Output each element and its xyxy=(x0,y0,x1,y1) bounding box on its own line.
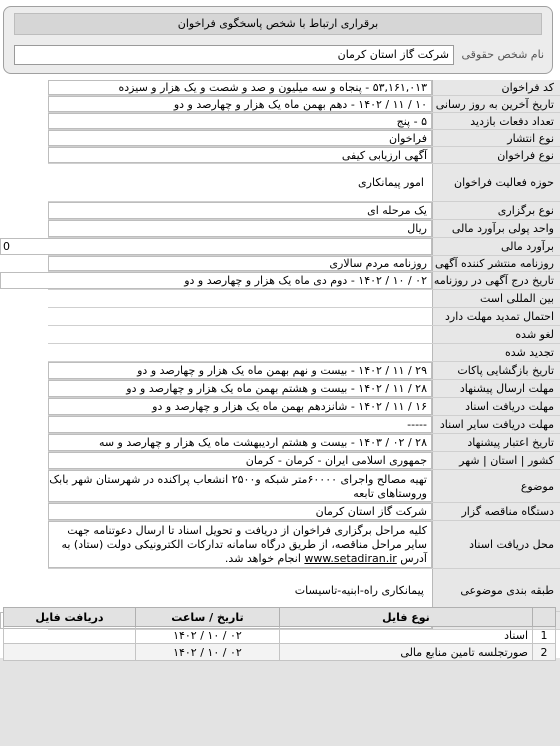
value-opening-date: ۲۹ / ۱۱ / ۱۴۰۲ - بیست و نهم بهمن ماه یک هزار و چهارصد و دو xyxy=(48,362,432,379)
row-tender-type xyxy=(48,147,560,164)
row-documents-deadline xyxy=(48,398,560,416)
label-subject: موضوع xyxy=(432,470,560,502)
label-last-update: تاریخ آخرین به روز رسانی xyxy=(432,96,560,112)
row-view-count xyxy=(48,113,560,130)
value-documents-location xyxy=(48,521,432,568)
row-holding-type xyxy=(48,202,560,220)
value-submission-deadline: ۲۸ / ۱۱ / ۱۴۰۲ - بیست و هشتم بهمن ماه یک هزار و چهارصد و دو xyxy=(48,380,432,397)
legal-person-field[interactable]: شرکت گاز استان کرمان xyxy=(14,45,454,65)
value-location: جمهوری اسلامی ایران - کرمان - کرمان xyxy=(48,452,432,469)
value-documents-deadline: ۱۶ / ۱۱ / ۱۴۰۲ - شانزدهم بهمن ماه یک هزار و چهارصد و دو xyxy=(48,398,432,415)
row-proposal-validity xyxy=(48,434,560,452)
file-type: صورتجلسه تامین منابع مالی xyxy=(279,644,532,661)
row-activity-field xyxy=(48,164,560,202)
label-other-documents-deadline: مهلت دریافت سایر اسناد xyxy=(432,416,560,433)
legal-person-label: نام شخص حقوقی xyxy=(461,48,544,61)
value-tender-code: ۵۳,۱۶۱,۰۱۳ - پنجاه و سه میلیون و صد و شصت و یک هزار و سیزده xyxy=(48,80,432,95)
value-view-count: ۵ - پنج xyxy=(48,113,432,129)
label-documents-deadline: مهلت دریافت اسناد xyxy=(432,398,560,415)
label-category: طبقه بندی موضوعی xyxy=(432,569,560,611)
label-newspaper: روزنامه منتشر کننده آگهی xyxy=(432,256,560,271)
row-opening-date xyxy=(48,362,560,380)
label-documents-location: محل دریافت اسناد xyxy=(432,521,560,568)
label-location: کشور | استان | شهر xyxy=(432,452,560,469)
label-holding-type: نوع برگزاری xyxy=(432,202,560,219)
value-tender-type: آگهی ارزیابی کیفی xyxy=(48,147,432,163)
label-organizer: دستگاه مناقصه گزار xyxy=(432,503,560,520)
label-international: بین المللی است xyxy=(432,290,560,307)
table-row xyxy=(4,644,556,661)
value-currency: ریال xyxy=(48,220,432,237)
value-proposal-validity: ۲۸ / ۰۲ / ۱۴۰۳ - بیست و هشتم اردیبهشت ماه یک هزار و چهارصد و سه xyxy=(48,434,432,451)
setadiran-link[interactable]: www.setadiran.ir xyxy=(304,552,397,565)
header-file-type: نوع فایل xyxy=(279,608,532,627)
value-last-update: ۱۰ / ۱۱ / ۱۴۰۲ - دهم بهمن ماه یک هزار و چهارصد و دو xyxy=(48,96,432,112)
header-number xyxy=(533,608,556,627)
value-organizer: شرکت گاز استان کرمان xyxy=(48,503,432,520)
row-cancelled xyxy=(48,326,560,344)
row-organizer xyxy=(48,503,560,521)
file-date: ۰۲ / ۱۰ / ۱۴۰۲ xyxy=(135,627,279,644)
value-estimate: 0 xyxy=(0,238,432,255)
value-subject: تهیه مصالح واجرای ۶۰۰۰۰متر شبکه و۲۵۰۰ انشعاب پراکنده در شهرستان شهر بابک وروستاهای تابعه xyxy=(48,470,432,502)
label-cancelled: لغو شده xyxy=(432,326,560,343)
label-estimate: برآورد مالی xyxy=(432,238,560,255)
label-currency: واحد پولی برآورد مالی xyxy=(432,220,560,237)
row-category xyxy=(48,569,560,612)
row-other-documents-deadline xyxy=(48,416,560,434)
file-date: ۰۲ / ۱۰ / ۱۴۰۲ xyxy=(135,644,279,661)
files-table-header xyxy=(4,608,556,627)
value-newspaper: روزنامه مردم سالاری xyxy=(48,256,432,271)
contact-panel xyxy=(3,6,553,74)
value-extension xyxy=(48,308,432,325)
value-other-documents-deadline: ----- xyxy=(48,416,432,433)
value-cancelled xyxy=(48,326,432,343)
row-last-update xyxy=(48,96,560,113)
row-publish-type xyxy=(48,130,560,147)
value-holding-type: یک مرحله ای xyxy=(48,202,432,219)
table-row xyxy=(4,627,556,644)
file-number: 1 xyxy=(533,627,556,644)
row-international xyxy=(48,290,560,308)
row-tender-code xyxy=(48,80,560,96)
label-tender-type: نوع فراخوان xyxy=(432,147,560,163)
tender-details-form xyxy=(3,80,560,630)
label-proposal-validity: تاریخ اعتبار پیشنهاد xyxy=(432,434,560,451)
label-renewed: تجدید شده xyxy=(432,344,560,361)
label-activity-field: حوزه فعالیت فراخوان xyxy=(432,164,560,201)
file-type: اسناد xyxy=(279,627,532,644)
row-documents-location xyxy=(48,521,560,569)
row-newspaper-date xyxy=(48,272,560,290)
header-download: دریافت فایل xyxy=(4,608,136,627)
file-download-cell[interactable] xyxy=(4,644,136,661)
value-renewed xyxy=(48,344,432,361)
label-opening-date: تاریخ بازگشایی پاکات xyxy=(432,362,560,379)
documents-location-text: کلیه مراحل برگزاری فراخوان از دریافت و تحویل اسناد تا ارسال دعوتنامه جهت سایر مراحل مناقصه، از طریق درگاه سامانه تدارکات الکترونیکی دولت (ستاد) به آدرس xyxy=(61,524,427,565)
label-newspaper-date: تاریخ درج آگهی در روزنامه xyxy=(432,272,560,289)
row-submission-deadline xyxy=(48,380,560,398)
file-number: 2 xyxy=(533,644,556,661)
label-submission-deadline: مهلت ارسال پیشنهاد xyxy=(432,380,560,397)
label-extension: احتمال تمدید مهلت دارد xyxy=(432,308,560,325)
file-download-cell[interactable] xyxy=(4,627,136,644)
contact-title: برقراری ارتباط با شخص پاسخگوی فراخوان xyxy=(14,13,542,35)
row-currency xyxy=(48,220,560,238)
label-view-count: تعداد دفعات بازدید xyxy=(432,113,560,129)
header-date-time: تاریخ / ساعت xyxy=(135,608,279,627)
row-location xyxy=(48,452,560,470)
files-table xyxy=(3,607,556,661)
value-publish-type: فراخوان xyxy=(48,130,432,146)
value-international xyxy=(48,290,432,307)
value-category: پیمانکاری راه-ابنیه-تاسیسات xyxy=(294,583,424,597)
page-footer-background xyxy=(0,658,560,746)
contact-row xyxy=(14,45,550,65)
documents-location-tail: انجام خواهد شد. xyxy=(224,552,301,565)
value-activity-field: امور پیمانکاری xyxy=(358,176,424,189)
label-tender-code: کد فراخوان xyxy=(432,80,560,95)
row-newspaper xyxy=(48,256,560,272)
row-estimate xyxy=(3,238,560,256)
row-renewed xyxy=(48,344,560,362)
label-publish-type: نوع انتشار xyxy=(432,130,560,146)
row-subject xyxy=(48,470,560,503)
value-newspaper-date: ۰۲ / ۱۰ / ۱۴۰۲ - دوم دی ماه یک هزار و چهارصد و دو xyxy=(0,272,432,289)
row-extension xyxy=(48,308,560,326)
